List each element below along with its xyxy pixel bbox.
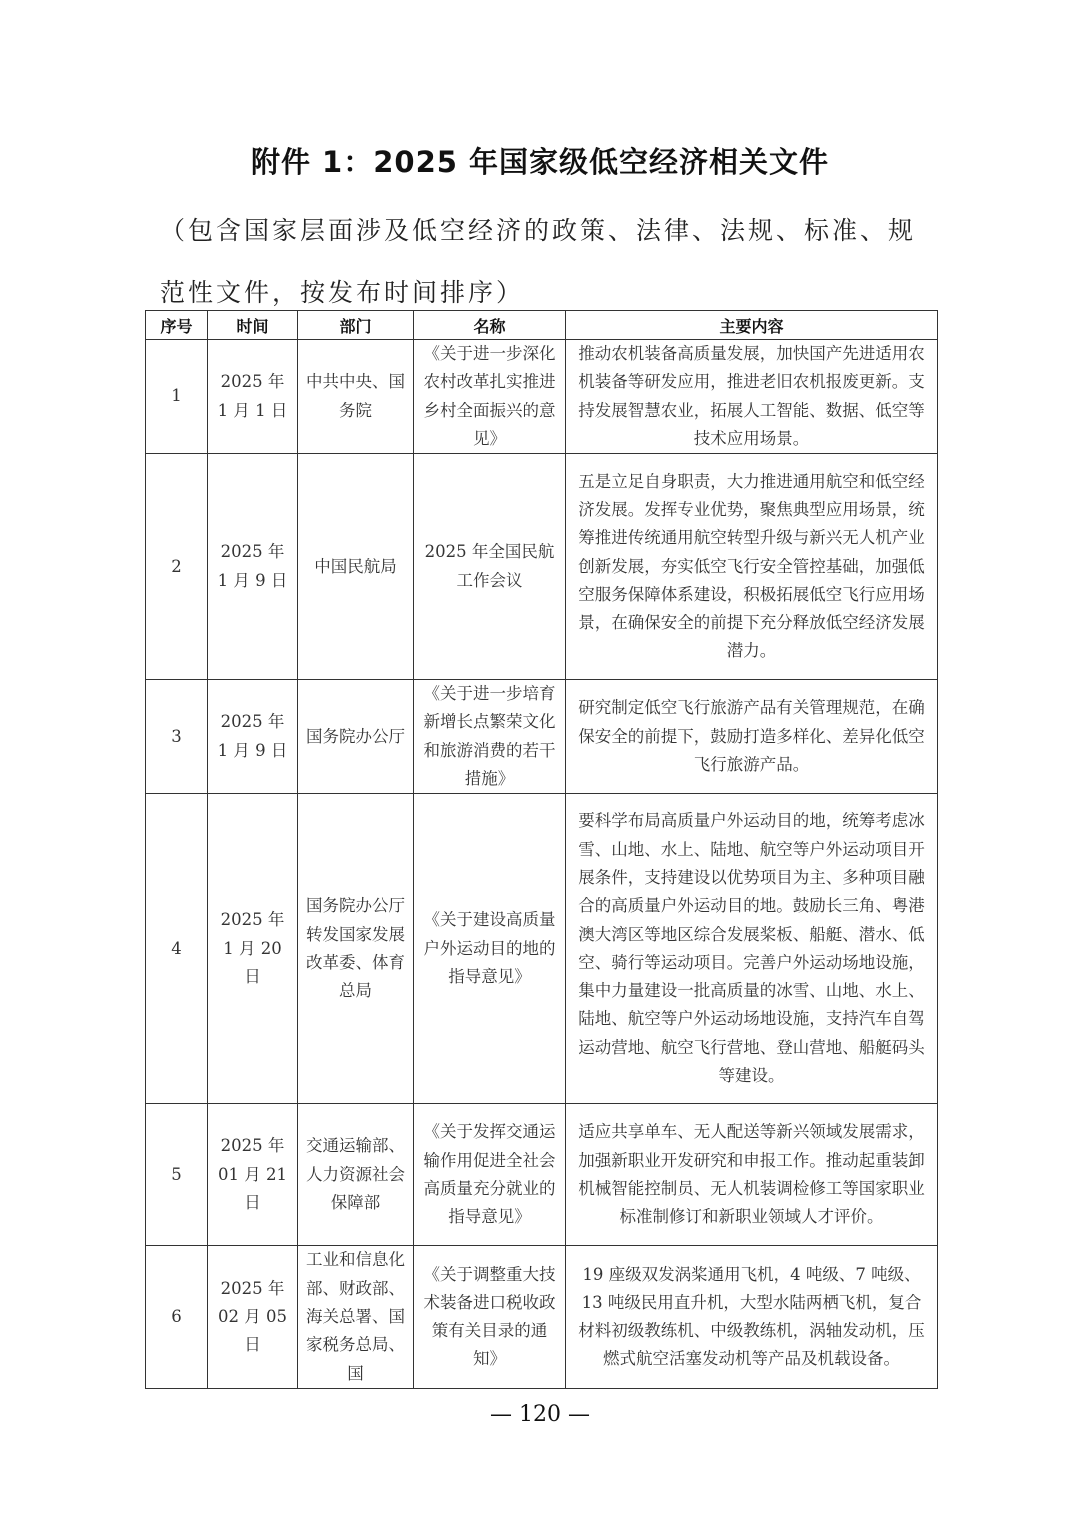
cell-dept: 国务院办公厅: [298, 680, 414, 794]
table-row: [146, 1246, 938, 1388]
cell-name: 2025 年全国民航工作会议: [414, 454, 566, 680]
cell-name: 《关于调整重大技术装备进口税收政策有关目录的通知》: [414, 1246, 566, 1388]
document-table: [145, 310, 938, 1389]
header-dept: 部门: [298, 311, 414, 340]
cell-name: 《关于进一步深化农村改革扎实推进乡村全面振兴的意见》: [414, 340, 566, 454]
cell-date: 2025 年 01 月 21 日: [208, 1104, 298, 1246]
cell-content: 五是立足自身职责，大力推进通用航空和低空经济发展。发挥专业优势，聚焦典型应用场景，统筹推进传统通用航空转型升级与新兴无人机产业创新发展，夯实低空飞行安全管控基础，加强低空服务保障体系建设，积极拓展低空飞行应用场景，在确保安全的前提下充分释放低空经济发展潜力。: [566, 454, 938, 680]
cell-dept: 工业和信息化部、财政部、海关总署、国家税务总局、国: [298, 1246, 414, 1388]
cell-content: 推动农机装备高质量发展，加快国产先进适用农机装备等研发应用，推进老旧农机报废更新。支持发展智慧农业，拓展人工智能、数据、低空等技术应用场景。: [566, 340, 938, 454]
cell-date: 2025 年 1 月 1 日: [208, 340, 298, 454]
cell-name: 《关于发挥交通运输作用促进全社会高质量充分就业的指导意见》: [414, 1104, 566, 1246]
header-date: 时间: [208, 311, 298, 340]
header-name: 名称: [414, 311, 566, 340]
cell-no: 5: [146, 1104, 208, 1246]
cell-dept: 交通运输部、人力资源社会保障部: [298, 1104, 414, 1246]
cell-content: 要科学布局高质量户外运动目的地，统筹考虑冰雪、山地、水上、陆地、航空等户外运动项目开展条件，支持建设以优势项目为主、多种项目融合的高质量户外运动目的地。鼓励长三角、粤港澳大湾区等地区综合发展桨板、船艇、潜水、低空、骑行等运动项目。完善户外运动场地设施，集中力量建设一批高质量的冰雪、山地、水上、陆地、航空等户外运动场地设施，支持汽车自驾运动营地、航空飞行营地、登山营地、船艇码头等建设。: [566, 794, 938, 1104]
page-title: 附件 1：2025 年国家级低空经济相关文件: [250, 145, 830, 179]
cell-date: 2025 年 1 月 9 日: [208, 680, 298, 794]
cell-date: 2025 年 1 月 9 日: [208, 454, 298, 680]
cell-no: 6: [146, 1246, 208, 1388]
cell-name: 《关于进一步培育新增长点繁荣文化和旅游消费的若干措施》: [414, 680, 566, 794]
cell-dept: 中共中央、国务院: [298, 340, 414, 454]
cell-date: 2025 年 1 月 20 日: [208, 794, 298, 1104]
cell-no: 4: [146, 794, 208, 1104]
cell-date: 2025 年 02 月 05 日: [208, 1246, 298, 1388]
cell-no: 1: [146, 340, 208, 454]
cell-no: 2: [146, 454, 208, 680]
table-row: [146, 794, 938, 1104]
table-header-row: [146, 311, 938, 340]
page-subtitle: （包含国家层面涉及低空经济的政策、法律、法规、标准、规范性文件，按发布时间排序）: [160, 216, 917, 307]
header-no: 序号: [146, 311, 208, 340]
table-row: [146, 340, 938, 454]
cell-dept: 国务院办公厅转发国家发展改革委、体育总局: [298, 794, 414, 1104]
cell-dept: 中国民航局: [298, 454, 414, 680]
cell-name: 《关于建设高质量户外运动目的地的指导意见》: [414, 794, 566, 1104]
cell-content: 研究制定低空飞行旅游产品有关管理规范，在确保安全的前提下，鼓励打造多样化、差异化低空飞行旅游产品。: [566, 680, 938, 794]
table-row: [146, 454, 938, 680]
page-number: — 120 —: [490, 1402, 590, 1427]
table-row: [146, 1104, 938, 1246]
cell-no: 3: [146, 680, 208, 794]
table-row: [146, 680, 938, 794]
cell-content: 19 座级双发涡桨通用飞机，4 吨级、7 吨级、13 吨级民用直升机，大型水陆两栖飞机，复合材料初级教练机、中级教练机，涡轴发动机，压燃式航空活塞发动机等产品及机载设备。: [566, 1246, 938, 1388]
header-content: 主要内容: [566, 311, 938, 340]
cell-content: 适应共享单车、无人配送等新兴领域发展需求，加强新职业开发研究和申报工作。推动起重装卸机械智能控制员、无人机装调检修工等国家职业标准制修订和新职业领域人才评价。: [566, 1104, 938, 1246]
